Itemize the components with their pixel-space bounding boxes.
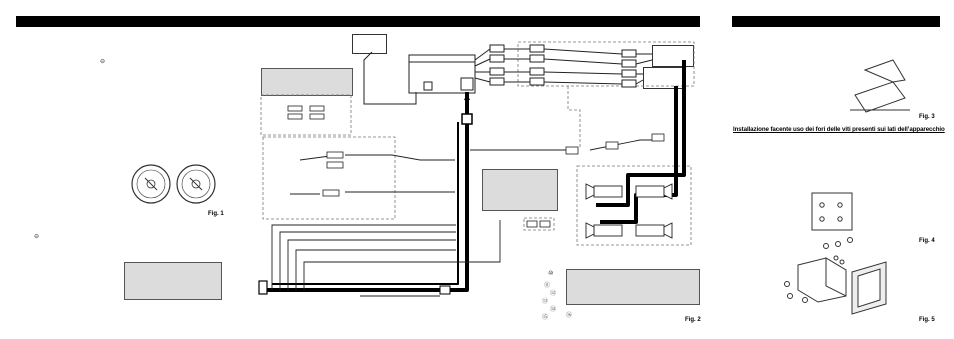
circled-num-5: ⑭ (550, 307, 557, 313)
fig3-label: Fig. 3 (919, 114, 935, 120)
fig5-assembly (785, 256, 887, 314)
minus-symbol-top: ⊖ (100, 59, 106, 65)
circled-num-7: ⑯ (566, 313, 573, 319)
adjust-knob-left (132, 165, 170, 203)
section-heading: Installazione facente uso dei fori delle viti presenti sui lati dell’apparecchio (733, 126, 945, 133)
fig4-bracket (812, 193, 853, 249)
adjust-knob-right (177, 165, 215, 203)
fig1-label: Fig. 1 (208, 211, 224, 217)
minus-symbol-bottom: ⊖ (34, 234, 40, 240)
fig3-unit (850, 60, 910, 112)
fig5-label: Fig. 5 (919, 317, 935, 323)
circled-num-3: ⑫ (550, 291, 557, 297)
circled-num-6: ⑮ (542, 315, 549, 321)
fig2-label: Fig. 2 (685, 317, 701, 323)
circled-num-1: ⑩ (548, 271, 554, 277)
head-unit (409, 55, 475, 93)
fig4-label: Fig. 4 (919, 238, 935, 244)
circled-num-4: ⑬ (542, 299, 549, 305)
circled-num-2: ⑪ (544, 283, 551, 289)
